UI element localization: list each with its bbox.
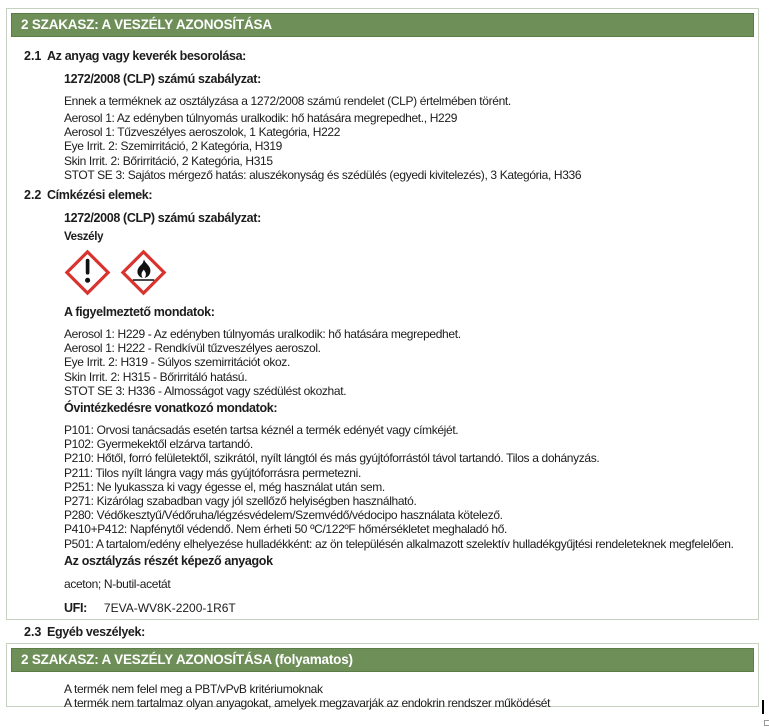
signal-word: Veszély <box>64 231 104 244</box>
classification-substances-heading: Az osztályzás részét képező anyagok <box>64 553 273 568</box>
classification-line: STOT SE 3: Sajátos mérgező hatás: aluszékonyság és szédülés (egyedi kivitelezés), 3 Kategória, H336 <box>64 167 582 182</box>
section-2-header-bar <box>11 13 754 37</box>
subsection-2-1-number: 2.1 <box>24 49 42 63</box>
subsection-2-1-title: Az anyag vagy keverék besorolása: <box>47 49 246 63</box>
hazard-statement-line: Aerosol 1: H222 - Rendkívül tűzveszélyes aeroszol. <box>64 341 321 356</box>
precautionary-statement-line: P501: A tartalom/edény elhelyezése hulladékként: az ön településén alkalmazott szelektív hulladékgyűjtési rendeleteknek megfelelően. <box>64 536 734 551</box>
hazard-statements-heading: A figyelmeztető mondatok: <box>64 305 215 320</box>
subsection-2-2-row <box>7 188 748 202</box>
continued-statements-list <box>64 682 742 710</box>
classification-substances: aceton; N-butil-acetát <box>64 576 171 591</box>
ghs-pictograms <box>63 248 742 297</box>
subsection-2-2-title: Címkézési elemek: <box>47 188 153 203</box>
section-2-continued-content <box>7 682 758 710</box>
ufi-label: UFI: <box>64 600 87 615</box>
subsection-2-3-number: 2.3 <box>24 624 42 639</box>
hazard-statement-line: Skin Irrit. 2: H315 - Bőrirritáló hatású. <box>64 369 248 384</box>
precautionary-statement-line: P280: Védőkesztyű/Védőruha/légzésvédelem/Szemvédő/védocipo használata kötelező. <box>64 508 503 523</box>
clp-regulation-heading: 1272/2008 (CLP) számú szabályzat: <box>64 72 261 86</box>
section-2-box <box>6 8 759 639</box>
hazard-statement-line: STOT SE 3: H336 - Almosságot vagy szédülést okozhat. <box>64 383 347 398</box>
classification-line: Aerosol 1: Tűzveszélyes aeroszolok, 1 Kategória, H222 <box>64 125 341 140</box>
clp-regulation-heading-2: 1272/2008 (CLP) számú szabályzat: <box>64 211 261 226</box>
section-2-header-title: 2 SZAKASZ: A VESZÉLY AZONOSÍTÁSA <box>21 17 272 32</box>
precautionary-statement-line: P210: Hőtől, forró felületektől, szikrától, nyílt lángtól és más gyújtóforrástól távol tartandó. Tilos a dohányzás. <box>64 451 600 466</box>
subsection-2-3-title: Egyéb veszélyek: <box>47 624 145 639</box>
ufi-row <box>64 601 742 615</box>
ghs07-exclamation-pictogram-icon <box>63 248 112 297</box>
hazard-statement-line: Aerosol 1: H229 - Az edényben túlnyomás uralkodik: hő hatására megrepedhet. <box>64 327 461 342</box>
hazard-statements-list <box>64 327 742 398</box>
precautionary-statement-line: P251: Ne lyukassza ki vagy égesse el, még használat után sem. <box>64 479 385 494</box>
text-cursor-artifact <box>762 700 764 714</box>
section-2-continued-header-bar <box>11 648 754 672</box>
classification-intro: Ennek a terméknek az osztályzása a 1272/2008 számú rendelet (CLP) értelmében törént. <box>64 94 511 108</box>
classification-list <box>64 111 742 182</box>
subsection-2-1-body <box>64 72 742 182</box>
classification-line: Skin Irrit. 2: Bőrirritáció, 2 Kategória, H315 <box>64 153 273 168</box>
precautionary-statement-line: P211: Tilos nyílt lángra vagy más gyújtóforrásra permetezni. <box>64 465 361 480</box>
subsection-2-2-body <box>64 211 742 615</box>
section-2-continued-box <box>6 643 759 711</box>
section-2-content <box>7 49 758 639</box>
ufi-code: 7EVA-WV8K-2200-1R6T <box>103 600 236 615</box>
precautionary-statement-line: P102: Gyermekektől elzárva tartandó. <box>64 437 253 452</box>
precautionary-statement-line: P271: Kizárólag szabadban vagy jól szellőző helyiségben használható. <box>64 494 417 509</box>
corner-artifact <box>764 720 769 726</box>
subsection-2-2-number: 2.2 <box>24 188 42 203</box>
ghs02-flame-pictogram-icon <box>119 248 168 297</box>
classification-line: Eye Irrit. 2: Szemirritáció, 2 Kategória, H319 <box>64 139 282 154</box>
classification-line: Aerosol 1: Az edényben túlnyomás uralkodik: hő hatására megrepedhet., H229 <box>64 111 458 125</box>
continued-statement-line: A termék nem felel meg a PBT/vPvB kritériumoknak <box>64 682 323 696</box>
subsection-2-1-row <box>7 49 748 63</box>
precautionary-statement-line: P410+P412: Napfénytől védendő. Nem érheti 50 ºC/122ºF hőmérsékletet meghaladó hő. <box>64 522 508 537</box>
section-2-continued-header-title: 2 SZAKASZ: A VESZÉLY AZONOSÍTÁSA (folyamatos) <box>21 652 353 667</box>
continued-statement-line: A termék nem tartalmaz olyan anyagokat, amelyek megzavarják az endokrin rendszer működését <box>64 696 551 711</box>
hazard-statement-line: Eye Irrit. 2: H319 - Súlyos szemirritációt okoz. <box>64 355 290 370</box>
precautionary-statement-line: P101: Orvosi tanácsadás esetén tartsa kéznél a termék edényét vagy címkéjét. <box>64 423 459 438</box>
precautionary-statements-heading: Óvintézkedésre vonatkozó mondatok: <box>64 401 278 416</box>
subsection-2-3-row <box>7 625 748 639</box>
precautionary-statements-list <box>64 423 742 551</box>
